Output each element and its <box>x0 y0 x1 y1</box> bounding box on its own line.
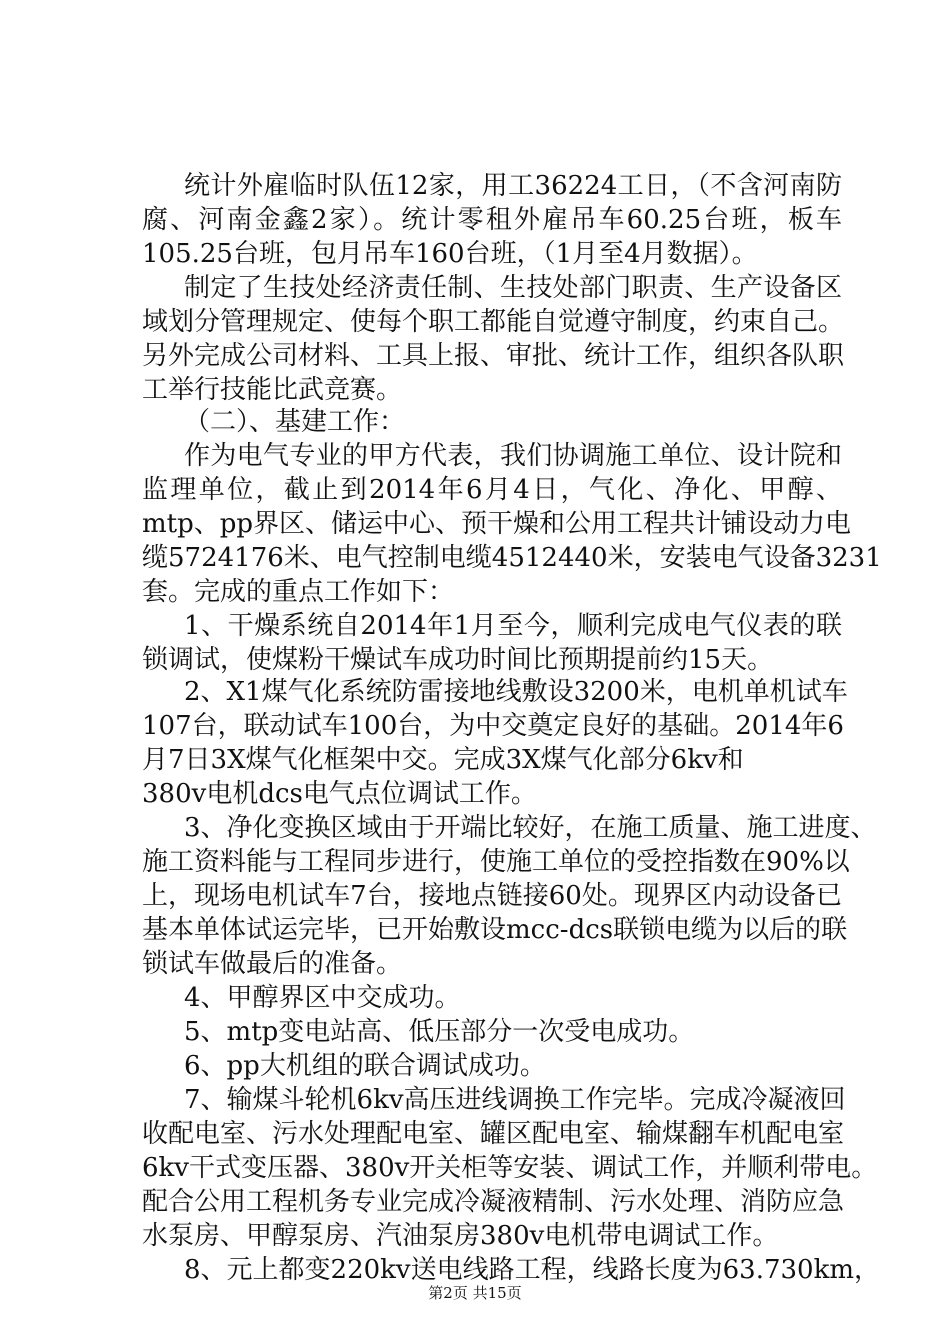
text-line: 统计外雇临时队伍12家，用工36224工日，（不含河南防 <box>184 171 842 201</box>
text-line: 收配电室、污水处理配电室、罐区配电室、输煤翻车机配电室 <box>142 1119 845 1149</box>
text-line: 3、净化变换区域由于开端比较好，在施工质量、施工进度、 <box>184 813 877 843</box>
text-line: 107台，联动试车100台，为中交奠定良好的基础。2014年6 <box>142 711 844 741</box>
text-line: 1、干燥系统自2014年1月至今，顺利完成电气仪表的联 <box>184 611 842 641</box>
text-line: 域划分管理规定、使每个职工都能自觉遵守制度，约束自己。 <box>142 307 845 337</box>
text-line: 套。完成的重点工作如下： <box>142 577 455 607</box>
text-line: 另外完成公司材料、工具上报、审批、统计工作，组织各队职 <box>142 341 845 371</box>
text-line: 腐、河南金鑫2家）。统计零租外雇吊车60.25台班，板车 <box>142 205 842 235</box>
text-line: 4、甲醇界区中交成功。 <box>184 983 461 1013</box>
text-line: 380v电机dcs电气点位调试工作。 <box>142 779 537 809</box>
text-line: 施工资料能与工程同步进行，使施工单位的受控指数在90%以 <box>142 847 850 877</box>
text-line: 8、元上都变220kv送电线路工程，线路长度为63.730km， <box>184 1255 880 1285</box>
page-footer: 第2页 共15页 <box>428 1284 522 1302</box>
text-line: 配合公用工程机务专业完成冷凝液精制、污水处理、消防应急 <box>142 1187 845 1217</box>
text-line: 监理单位，截止到2014年6月4日，气化、净化、甲醇、 <box>142 475 842 505</box>
text-line: mtp、pp界区、储运中心、预干燥和公用工程共计铺设动力电 <box>142 509 852 539</box>
section-heading: （二）、基建工作： <box>184 407 406 437</box>
text-line: 锁试车做最后的准备。 <box>142 949 403 979</box>
text-line: 上，现场电机试车7台，接地点链接60处。现界区内动设备已 <box>142 881 842 911</box>
text-line: 工举行技能比武竞赛。 <box>142 375 403 405</box>
text-line: 2、X1煤气化系统防雷接地线敷设3200米，电机单机试车 <box>184 677 848 707</box>
text-line: 月7日3X煤气化框架中交。完成3X煤气化部分6kv和 <box>142 745 744 775</box>
text-line: 缆5724176米、电气控制电缆4512440米，安装电气设备3231 <box>142 543 882 573</box>
text-line: 锁调试，使煤粉干燥试车成功时间比预期提前约15天。 <box>142 645 774 675</box>
text-line: 105.25台班，包月吊车160台班，（1月至4月数据）。 <box>142 239 758 269</box>
text-line: 水泵房、甲醇泵房、汽油泵房380v电机带电调试工作。 <box>142 1221 779 1251</box>
text-line: 作为电气专业的甲方代表，我们协调施工单位、设计院和 <box>184 441 842 471</box>
text-line: 6、pp大机组的联合调试成功。 <box>184 1051 546 1081</box>
text-line: 基本单体试运完毕，已开始敷设mcc-dcs联锁电缆为以后的联 <box>142 915 848 945</box>
text-line: 6kv干式变压器、380v开关柜等安装、调试工作，并顺利带电。 <box>142 1153 878 1183</box>
text-line: 7、输煤斗轮机6kv高压进线调换工作完毕。完成冷凝液回 <box>184 1085 846 1115</box>
text-line: 制定了生技处经济责任制、生技处部门职责、生产设备区 <box>184 273 842 303</box>
text-line: 5、mtp变电站高、低压部分一次受电成功。 <box>184 1017 695 1047</box>
